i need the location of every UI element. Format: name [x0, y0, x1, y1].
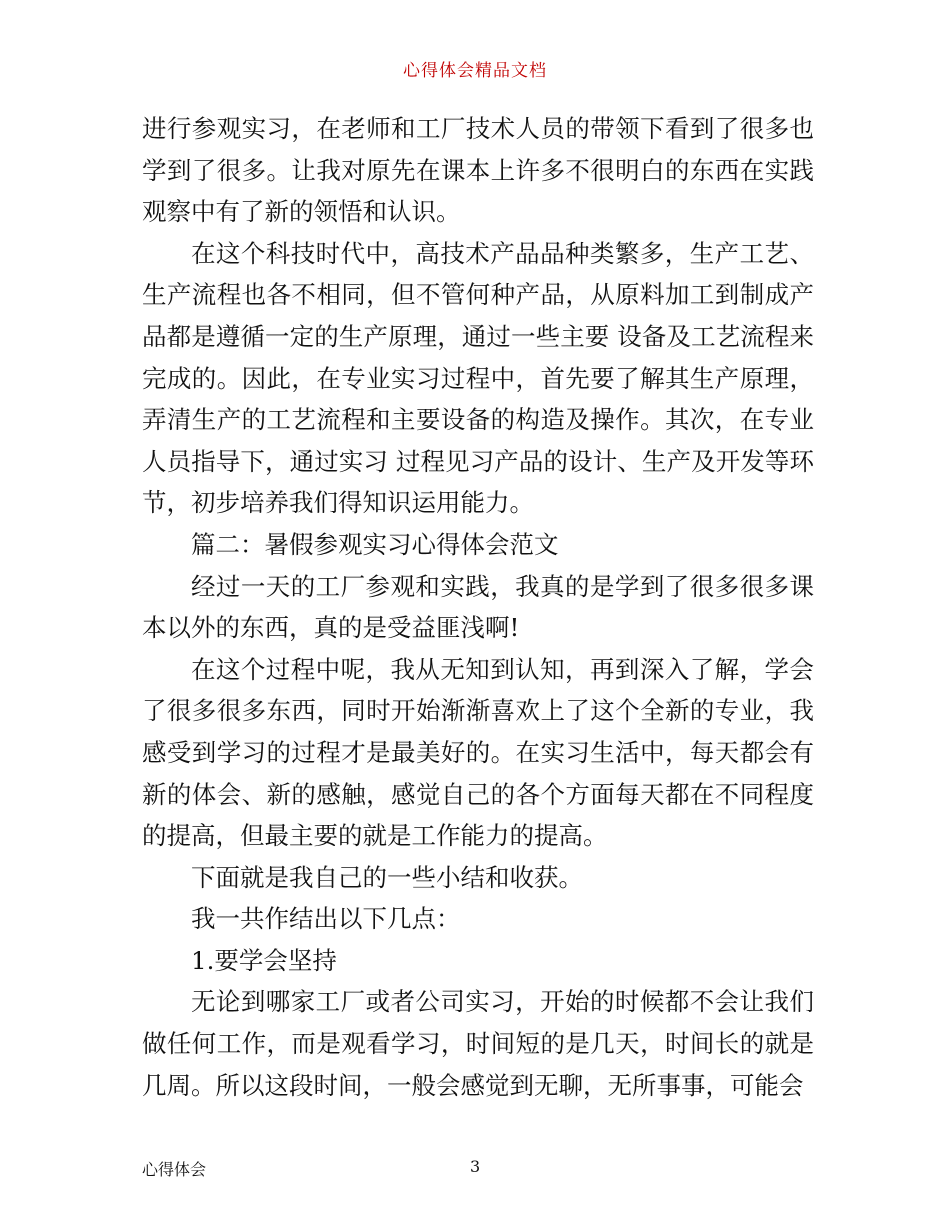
paragraph-7: 无论到哪家工厂或者公司实习，开始的时候都不会让我们做任何工作，而是观看学习，时间短的是几天，时间长的就是几周。所以这段时间，一般会感觉到无聊，无所事事，可能会 — [142, 987, 814, 1100]
paragraph-3: 经过一天的工厂参观和实践，我真的是学到了很多很多课本以外的东西，真的是受益匪浅啊! — [142, 571, 814, 643]
paragraph-6: 我一共作结出以下几点： — [191, 904, 461, 934]
list-item-heading: 1.要学会坚持 — [191, 945, 337, 975]
paragraph-5: 下面就是我自己的一些小结和收获。 — [191, 862, 583, 892]
section-heading: 篇二：暑假参观实习心得体会范文 — [191, 529, 559, 559]
page-header-title: 心得体会精品文档 — [403, 61, 547, 81]
paragraph-4: 在这个过程中呢，我从无知到认知，再到深入了解，学会了很多很多东西，同时开始渐渐喜欢上了这个全新的专业，我感受到学习的过程才是最美好的。在实习生活中，每天都会有新的体会、新的感触，感觉自己的各个方面每天都在不同程度的提高，但最主要的就是工作能力的提高。 — [142, 654, 814, 851]
page-number: 3 — [470, 1157, 481, 1176]
paragraph-1: 进行参观实习，在老师和工厂技术人员的带领下看到了很多也学到了很多。让我对原先在课本上许多不很明白的东西在实践观察中有了新的领悟和认识。 — [142, 114, 814, 227]
page-footer-label: 心得体会 — [142, 1160, 207, 1179]
paragraph-2: 在这个科技时代中，高技术产品品种类繁多，生产工艺、生产流程也各不相同，但不管何种产品，从原料加工到制成产品都是遵循一定的生产原理，通过一些主要 设备及工艺流程来完成的。因此，在专业实习过程中，首先要了解其生产原理，弄清生产的工艺流程和主要设备的构造及操作。其次，在专业人员指导下，通过实习 过程见习产品的设计、生产及开发等环节，初步培养我们得知识运用能力。 — [142, 238, 814, 518]
document-body — [142, 108, 814, 1106]
